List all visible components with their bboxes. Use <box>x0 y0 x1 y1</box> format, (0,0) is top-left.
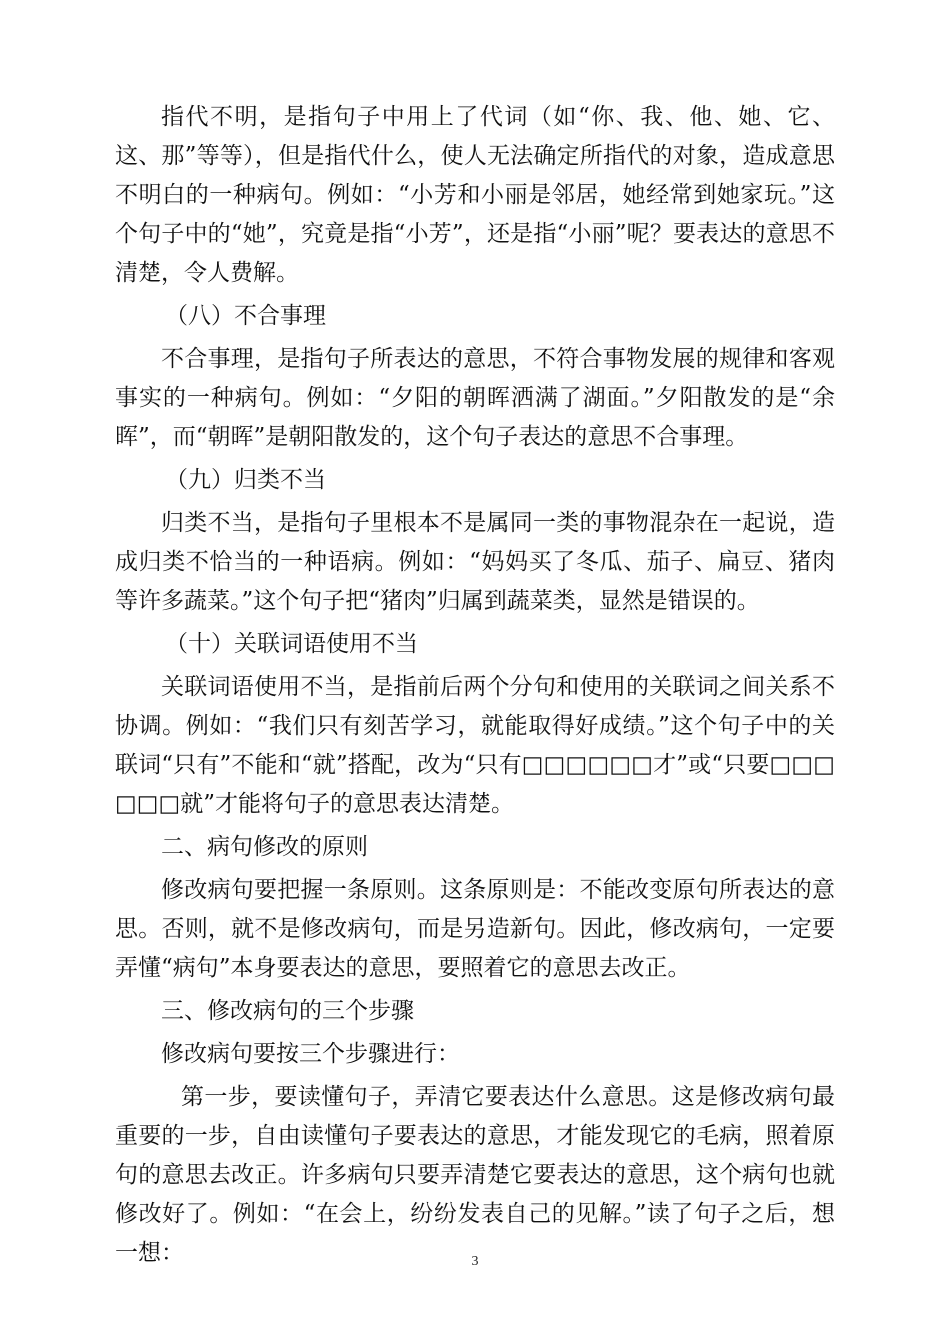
document-body <box>115 98 835 1273</box>
paragraph-improper-classification: 归类不当，是指句子里根本不是属同一类的事物混杂在一起说，造成归类不恰当的一种语病。例如：“妈妈买了冬瓜、茄子、扁豆、猪肉等许多蔬菜。”这个句子把“猪肉”归属到蔬菜类，显然是错误的。 <box>115 510 835 614</box>
heading-section-9: （九）归类不当 <box>165 467 326 493</box>
paragraph-three-steps-intro: 修改病句要按三个步骤进行： <box>161 1041 460 1067</box>
paragraph-step-one: 第一步，要读懂句子，弄清它要表达什么意思。这是修改病句最重要的一步，自由读懂句子要表达的意思，才能发现它的毛病，照着原句的意思去改正。许多病句只要弄清楚它要表达的意思，这个病句也就修改好了。例如：“在会上，纷纷发表自己的见解。”读了句子之后，想一想： <box>115 1084 835 1266</box>
paragraph-revision-principle: 修改病句要把握一条原则。这条原则是：不能改变原句所表达的意思。否则，就不是修改病句，而是另造新句。因此，修改病句，一定要弄懂“病句”本身要表达的意思，要照着它的意思去改正。 <box>115 877 835 981</box>
paragraph-unreasonable: 不合事理，是指句子所表达的意思，不符合事物发展的规律和客观事实的一种病句。例如：“夕阳的朝晖洒满了湖面。”夕阳散发的是“余晖”，而“朝晖”是朝阳散发的，这个句子表达的意思不合事理。 <box>115 346 835 450</box>
heading-section-8: （八）不合事理 <box>165 303 326 329</box>
heading-section-10: （十）关联词语使用不当 <box>165 631 418 657</box>
heading-three-steps: 三、修改病句的三个步骤 <box>161 998 414 1024</box>
paragraph-conjunction-misuse: 关联词语使用不当，是指前后两个分句和使用的关联词之间关系不协调。例如：“我们只有刻苦学习，就能取得好成绩。”这个句子中的关联词“只有”不能和“就”搭配，改为“只有□□□□□□才”或“只要□□□□□□就”才能将句子的意思表达清楚。 <box>115 674 835 817</box>
heading-revision-principle: 二、病句修改的原则 <box>161 834 368 860</box>
page-number: 3 <box>471 1254 479 1269</box>
paragraph-ambiguous-reference: 指代不明，是指句子中用上了代词（如“你、我、他、她、它、这、那”等等），但是指代什么，使人无法确定所指代的对象，造成意思不明白的一种病句。例如：“小芳和小丽是邻居，她经常到她家玩。”这个句子中的“她”，究竟是指“小芳”，还是指“小丽”呢？要表达的意思不清楚，令人费解。 <box>115 104 835 286</box>
